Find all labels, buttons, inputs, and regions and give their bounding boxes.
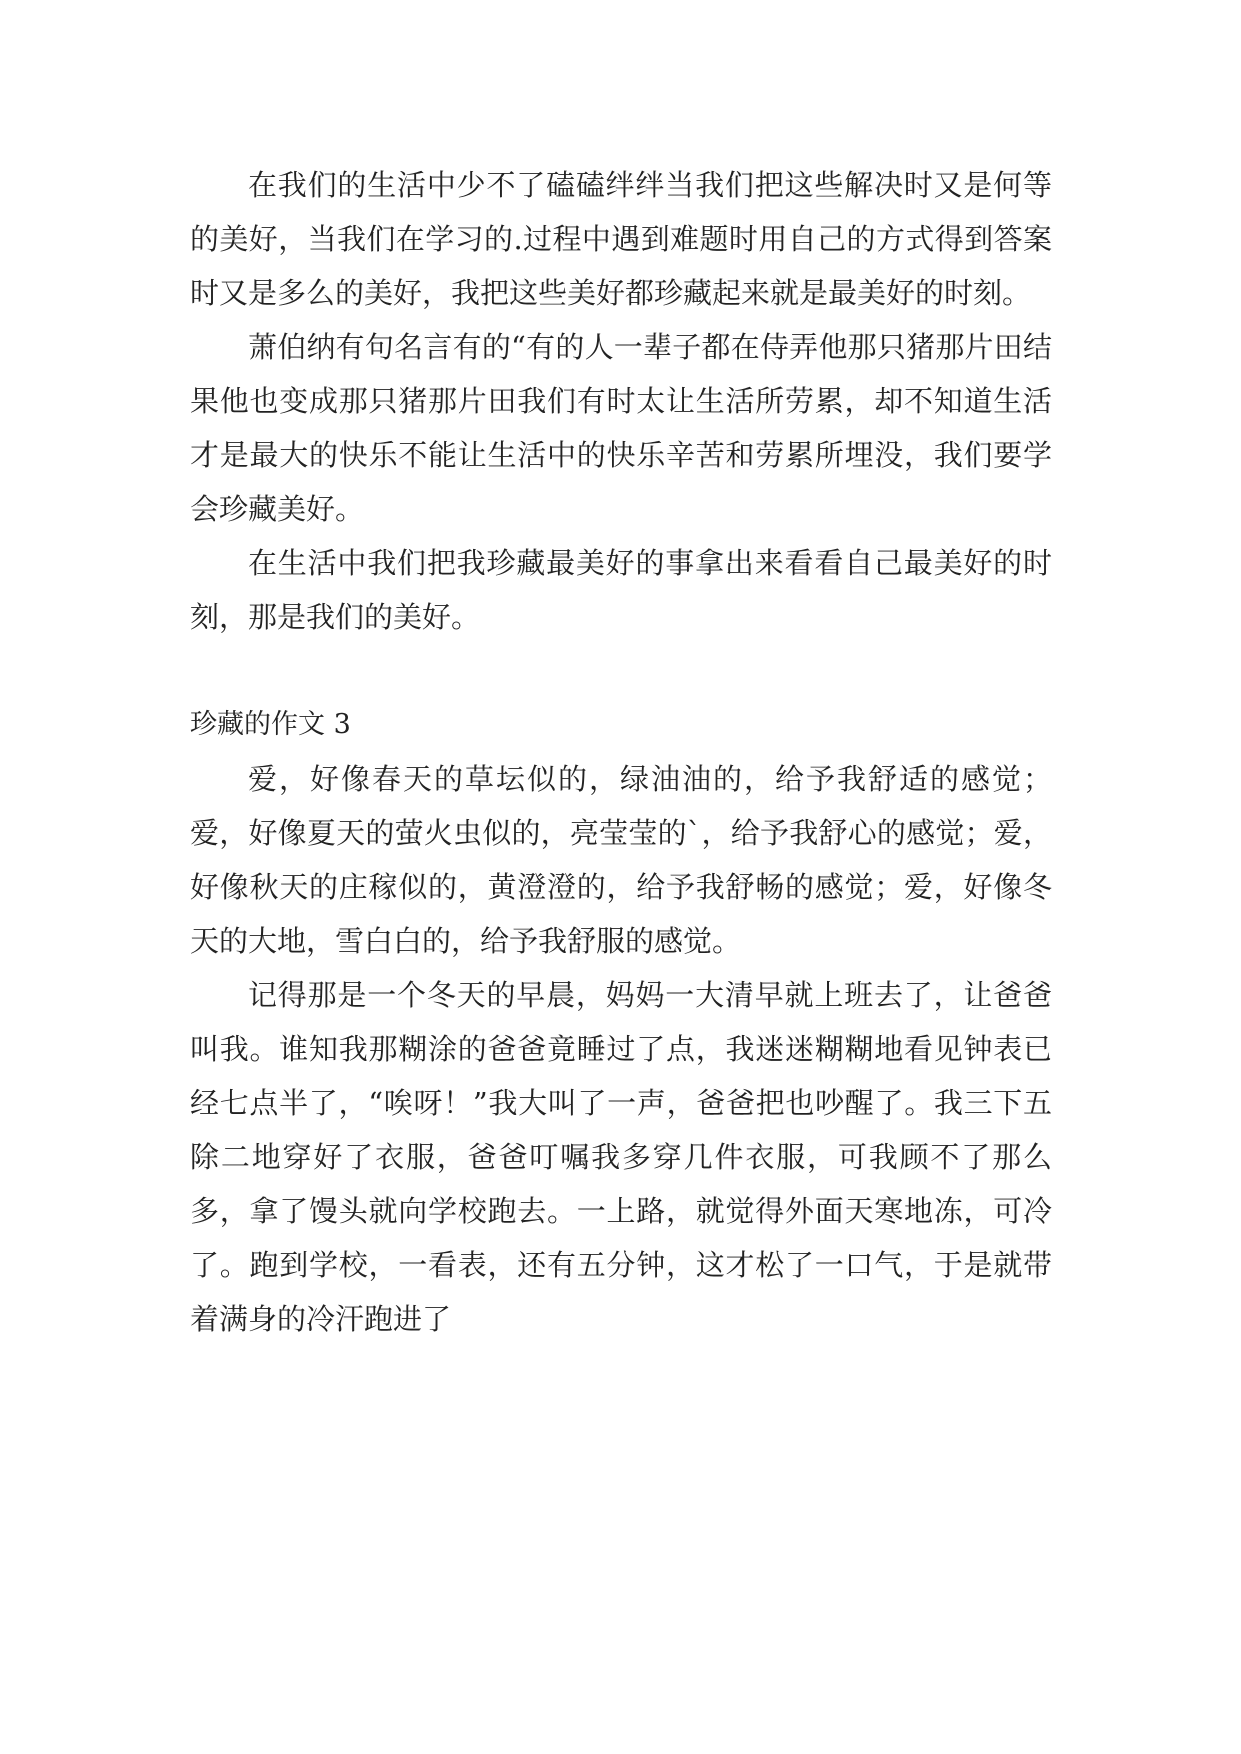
paragraph: 在我们的生活中少不了磕磕绊绊当我们把这些解决时又是何等的美好，当我们在学习的.过程中遇到难题时用自己的方式得到答案时又是多么的美好，我把这些美好都珍藏起来就是最美好的时刻。 — [190, 168, 1052, 310]
paragraph: 爱，好像春天的草坛似的，绿油油的，给予我舒适的感觉；爱，好像夏天的萤火虫似的，亮莹莹的`，给予我舒心的感觉；爱，好像秋天的庄稼似的，黄澄澄的，给予我舒畅的感觉；爱，好像冬天的大地，雪白白的，给予我舒服的感觉。 — [190, 762, 1052, 958]
paragraph: 记得那是一个冬天的早晨，妈妈一大清早就上班去了，让爸爸叫我。谁知我那糊涂的爸爸竟睡过了点，我迷迷糊糊地看见钟表已经七点半了，“唉呀！”我大叫了一声，爸爸把也吵醒了。我三下五除二地穿好了衣服，爸爸叮嘱我多穿几件衣服，可我顾不了那么多，拿了馒头就向学校跑去。一上路，就觉得外面天寒地冻，可冷了。跑到学校，一看表，还有五分钟，这才松了一口气，于是就带着满身的冷汗跑进了 — [190, 978, 1052, 1336]
paragraph: 萧伯纳有句名言有的“有的人一辈子都在侍弄他那只猪那片田结果他也变成那只猪那片田我们有时太让生活所劳累，却不知道生活才是最大的快乐不能让生活中的快乐辛苦和劳累所埋没，我们要学会珍藏美好。 — [190, 330, 1052, 526]
paragraph: 在生活中我们把我珍藏最美好的事拿出来看看自己最美好的时刻，那是我们的美好。 — [190, 546, 1052, 634]
section-heading: 珍藏的作文 3 — [190, 709, 351, 740]
document-body — [190, 158, 1052, 1346]
